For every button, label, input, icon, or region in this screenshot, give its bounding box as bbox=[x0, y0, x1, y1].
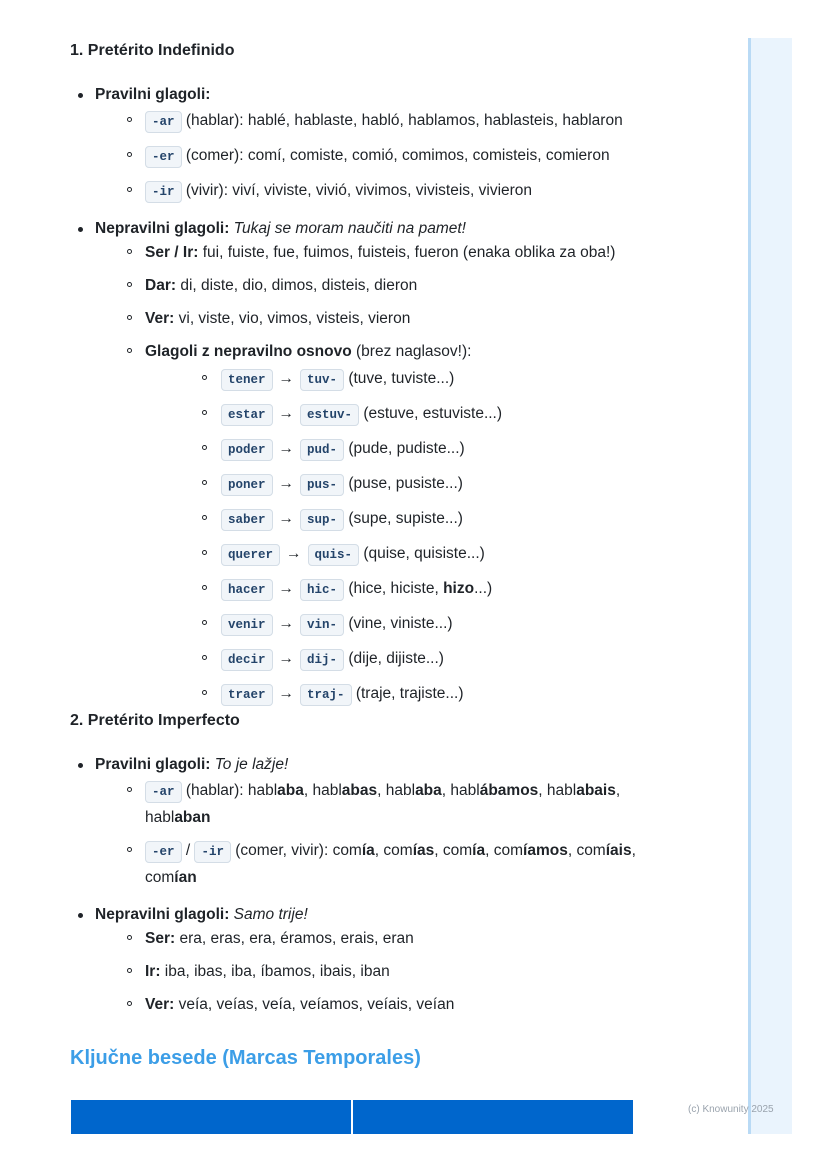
example-text: (vine, viniste...) bbox=[344, 615, 453, 632]
conjugation-text: , habl bbox=[441, 782, 480, 799]
imperf-regular-list bbox=[70, 754, 670, 890]
list-item bbox=[95, 838, 670, 890]
verb-tag: tener bbox=[221, 369, 273, 391]
indef-irregular-item bbox=[70, 218, 615, 708]
list-item bbox=[145, 576, 615, 603]
ending-bold: ían bbox=[174, 869, 197, 886]
heading-preterito-imperfecto: 2. Pretérito Imperfecto bbox=[70, 712, 240, 729]
ending-bold: aba bbox=[415, 782, 442, 799]
heading-keywords: Ključne besede (Marcas Temporales) bbox=[70, 1047, 421, 1069]
list-item bbox=[145, 646, 615, 673]
arrow-icon: → bbox=[278, 615, 295, 632]
list-item bbox=[95, 306, 615, 331]
verb-tag: hacer bbox=[221, 579, 273, 601]
ending-bold: ía bbox=[472, 842, 486, 859]
ending-tag: -ar bbox=[145, 781, 182, 803]
arrow-icon: → bbox=[278, 510, 295, 527]
arrow-icon: → bbox=[278, 580, 295, 597]
arrow-icon: → bbox=[278, 650, 295, 667]
imperf-regular-item bbox=[70, 754, 670, 890]
conjugation-text: (vivir): viví, viviste, vivió, vivimos, vivisteis, vivieron bbox=[181, 182, 533, 199]
separator: / bbox=[181, 842, 195, 859]
list-item bbox=[95, 778, 670, 830]
list-item bbox=[95, 992, 454, 1017]
ending-bold: ías bbox=[412, 842, 435, 859]
verb-label: Ser / Ir: bbox=[145, 244, 199, 261]
indef-regular-sublist bbox=[95, 108, 623, 205]
table-header-cell bbox=[353, 1100, 633, 1134]
ending-tag: -ar bbox=[145, 111, 182, 133]
table-header bbox=[71, 1100, 633, 1134]
conjugation-text: , habl bbox=[145, 782, 621, 826]
imperf-irregular-label: Nepravilni glagoli: bbox=[95, 906, 230, 923]
list-item bbox=[95, 339, 615, 708]
stems-note: (brez naglasov!): bbox=[351, 343, 472, 360]
example-text: (estuve, estuviste...) bbox=[359, 405, 503, 422]
conjugation-text: , com bbox=[485, 842, 524, 859]
conjugation-text: , habl bbox=[377, 782, 416, 799]
ending-bold: abais bbox=[576, 782, 616, 799]
conjugation-text: , habl bbox=[538, 782, 577, 799]
indef-regular-item bbox=[70, 84, 623, 205]
ending-bold: ábamos bbox=[479, 782, 539, 799]
list-item bbox=[145, 436, 615, 463]
verb-label: Ver: bbox=[145, 996, 175, 1013]
indef-irregular-note: Tukaj se moram naučiti na pamet! bbox=[229, 220, 466, 237]
indef-regular-list bbox=[70, 84, 623, 205]
heading-preterito-indefinido: 1. Pretérito Indefinido bbox=[70, 42, 235, 59]
conjugation-text: , habl bbox=[303, 782, 342, 799]
list-item bbox=[95, 926, 454, 951]
imperf-irregular-item bbox=[70, 904, 454, 1017]
verb-tag: estar bbox=[221, 404, 273, 426]
conjugation-text: , com bbox=[374, 842, 413, 859]
stem-tag: quis- bbox=[308, 544, 360, 566]
list-item bbox=[145, 611, 615, 638]
stem-tag: traj- bbox=[300, 684, 352, 706]
ending-bold: aba bbox=[277, 782, 304, 799]
example-text: (hice, hiciste, bbox=[344, 580, 444, 597]
verb-tag: venir bbox=[221, 614, 273, 636]
list-item bbox=[95, 273, 615, 298]
list-item bbox=[145, 401, 615, 428]
table-header-cell bbox=[71, 1100, 353, 1134]
example-text: (pude, pudiste...) bbox=[344, 440, 465, 457]
copyright-footer: (c) Knowunity 2025 bbox=[688, 1104, 774, 1115]
arrow-icon: → bbox=[286, 545, 302, 562]
conjugation-text: (comer, vivir): com bbox=[230, 842, 362, 859]
stems-label: Glagoli z nepravilno osnovo bbox=[145, 343, 352, 360]
stem-tag: sup- bbox=[300, 509, 344, 531]
arrow-icon: → bbox=[278, 370, 295, 387]
ending-tag: -ir bbox=[194, 841, 231, 863]
imperf-irregular-list bbox=[70, 904, 454, 1017]
indef-irregular-label: Nepravilni glagoli: bbox=[95, 220, 230, 237]
list-item bbox=[95, 178, 623, 205]
example-text: (quise, quisiste...) bbox=[359, 545, 485, 562]
verb-label: Ser: bbox=[145, 930, 176, 947]
ending-bold: íais bbox=[605, 842, 632, 859]
list-item bbox=[145, 681, 615, 708]
indef-irregular-list bbox=[70, 218, 615, 708]
conjugation-text: , com bbox=[145, 842, 636, 886]
list-item bbox=[95, 240, 615, 265]
stem-tag: pud- bbox=[300, 439, 344, 461]
ending-bold: íamos bbox=[523, 842, 568, 859]
conjugation-text: vi, viste, vio, vimos, visteis, vieron bbox=[174, 310, 411, 327]
conjugation-text: fui, fuiste, fue, fuimos, fuisteis, fueron (enaka oblika za oba!) bbox=[198, 244, 616, 261]
list-item bbox=[145, 471, 615, 498]
example-bold: hizo bbox=[443, 580, 475, 597]
conjugation-text: veía, veías, veía, veíamos, veíais, veían bbox=[174, 996, 455, 1013]
example-text: (supe, supiste...) bbox=[344, 510, 463, 527]
right-sidebar bbox=[748, 38, 792, 1134]
arrow-icon: → bbox=[278, 685, 295, 702]
stem-tag: tuv- bbox=[300, 369, 344, 391]
conjugation-text: iba, ibas, iba, íbamos, ibais, iban bbox=[160, 963, 390, 980]
verb-label: Ir: bbox=[145, 963, 161, 980]
conjugation-text: , com bbox=[434, 842, 473, 859]
conjugation-text: , com bbox=[567, 842, 606, 859]
verb-label: Dar: bbox=[145, 277, 177, 294]
conjugation-text: (comer): comí, comiste, comió, comimos, comisteis, comieron bbox=[181, 147, 610, 164]
arrow-icon: → bbox=[278, 440, 295, 457]
imperf-irregular-note: Samo trije! bbox=[229, 906, 308, 923]
stem-tag: pus- bbox=[300, 474, 344, 496]
list-item bbox=[145, 366, 615, 393]
ending-tag: -er bbox=[145, 146, 182, 168]
imperf-regular-sublist bbox=[95, 778, 670, 890]
imperf-regular-note: To je lažje! bbox=[210, 756, 289, 773]
example-text: (dije, dijiste...) bbox=[344, 650, 444, 667]
imperf-irregular-sublist bbox=[95, 926, 454, 1017]
ending-bold: ía bbox=[361, 842, 375, 859]
indef-regular-label: Pravilni glagoli: bbox=[95, 86, 211, 103]
example-text: (traje, trajiste...) bbox=[351, 685, 464, 702]
conjugation-text: (hablar): hablé, hablaste, habló, hablamos, hablasteis, hablaron bbox=[181, 112, 623, 129]
verb-tag: saber bbox=[221, 509, 273, 531]
ending-bold: abas bbox=[341, 782, 378, 799]
list-item bbox=[95, 959, 454, 984]
ending-tag: -ir bbox=[145, 181, 182, 203]
conjugation-text: di, diste, dio, dimos, disteis, dieron bbox=[176, 277, 418, 294]
arrow-icon: → bbox=[278, 475, 295, 492]
imperf-regular-label: Pravilni glagoli: bbox=[95, 756, 211, 773]
example-text: (tuve, tuviste...) bbox=[344, 370, 455, 387]
list-item bbox=[145, 506, 615, 533]
example-text: (puse, pusiste...) bbox=[344, 475, 463, 492]
verb-label: Ver: bbox=[145, 310, 175, 327]
verb-tag: querer bbox=[221, 544, 280, 566]
arrow-icon: → bbox=[278, 405, 295, 422]
conjugation-text: era, eras, era, éramos, erais, eran bbox=[175, 930, 414, 947]
stem-tag: estuv- bbox=[300, 404, 359, 426]
conjugation-text: (hablar): habl bbox=[181, 782, 278, 799]
stem-tag: dij- bbox=[300, 649, 344, 671]
verb-tag: poder bbox=[221, 439, 273, 461]
verb-tag: traer bbox=[221, 684, 273, 706]
list-item bbox=[95, 143, 623, 170]
list-item bbox=[145, 541, 615, 568]
ending-tag: -er bbox=[145, 841, 182, 863]
stem-tag: vin- bbox=[300, 614, 344, 636]
stem-tag: hic- bbox=[300, 579, 344, 601]
verb-tag: poner bbox=[221, 474, 273, 496]
ending-bold: aban bbox=[174, 809, 211, 826]
verb-tag: decir bbox=[221, 649, 273, 671]
indef-irregular-sublist bbox=[95, 240, 615, 708]
stems-sublist bbox=[145, 366, 615, 708]
example-text-end: ...) bbox=[474, 580, 493, 597]
list-item bbox=[95, 108, 623, 135]
